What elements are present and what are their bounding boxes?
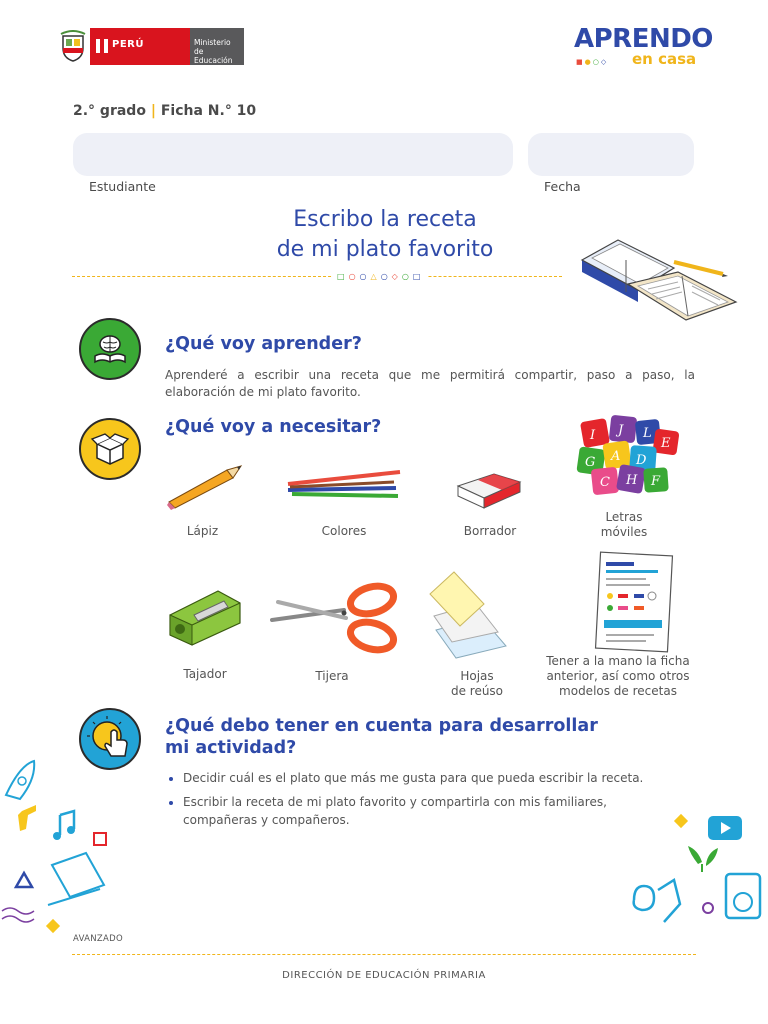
footer-divider	[72, 954, 696, 955]
colored-pencils-icon	[282, 466, 404, 502]
program-subtitle: en casa	[632, 50, 697, 68]
material-label-worksheet: Tener a la mano la ficha anterior, así como otros modelos de recetas	[546, 654, 690, 698]
right-doodles	[604, 810, 764, 940]
consider-heading-line-1: ¿Qué debo tener en cuenta para desarrollar	[165, 716, 598, 736]
grade-separator: |	[150, 103, 156, 119]
wave-icon	[2, 908, 34, 922]
spiral-icon	[634, 886, 654, 910]
monkey-icon	[658, 880, 680, 922]
letter-tiles-icon	[576, 412, 686, 500]
page-title	[200, 205, 570, 265]
title-line-2: de mi plato favorito	[276, 237, 494, 262]
peru-label: PERÚ	[112, 39, 144, 50]
svg-text:J: J	[618, 423, 624, 438]
scissors-icon	[268, 580, 402, 656]
material-label-pencil: Lápiz	[186, 524, 219, 538]
student-field[interactable]	[73, 133, 513, 176]
box-icon	[81, 420, 139, 478]
left-doodles	[0, 755, 120, 935]
sprout-icon	[688, 846, 718, 866]
svg-text:L: L	[643, 426, 652, 441]
svg-text:G: G	[585, 455, 596, 470]
student-label: Estudiante	[89, 179, 156, 194]
worksheet-icon	[592, 550, 674, 654]
flag-icon	[96, 39, 108, 53]
coat-of-arms-icon	[58, 30, 88, 62]
svg-text:E: E	[661, 436, 671, 451]
learn-text: Aprenderé a escribir una receta que me permitirá compartir, paso a paso, la elaboración de mi plato favorito.	[165, 368, 695, 399]
level-label: AVANZADO	[73, 934, 123, 944]
triangle-icon	[16, 873, 32, 887]
square-icon	[94, 833, 106, 845]
rocket-icon	[6, 761, 34, 799]
diamond-icon	[46, 919, 60, 933]
learn-heading: ¿Qué voy aprender?	[165, 334, 362, 354]
program-title: APRENDO	[574, 24, 713, 54]
peru-badge	[90, 28, 190, 65]
material-label-sheets: Hojas de reúso	[450, 669, 504, 698]
svg-text:H: H	[626, 473, 638, 488]
material-label-eraser: Borrador	[463, 524, 517, 538]
diamond-icon	[674, 814, 688, 828]
ministry-badge	[190, 28, 244, 65]
title-divider-shapes: □○○△○◇○□	[333, 272, 428, 281]
material-label-sharpener: Tajador	[183, 667, 227, 681]
sheet-number: Ficha N.° 10	[160, 103, 257, 119]
consider-bullet-2: • Escribir la receta de mi plato favorito y compartirla con mis familiares, compañeras y compañeros.	[183, 793, 645, 829]
open-books-icon	[578, 232, 738, 324]
eraser-icon	[452, 462, 526, 510]
brain-book-icon	[81, 320, 139, 378]
ministry-line-2: de Educación	[194, 47, 233, 65]
consider-bullet-1: • Decidir cuál es el plato que más me gusta para que pueda escribir la receta.	[183, 769, 645, 787]
svg-text:F: F	[651, 474, 661, 489]
consider-bullet-list	[165, 769, 645, 835]
ministry-logo	[58, 28, 244, 66]
svg-text:D: D	[636, 453, 647, 468]
svg-text:C: C	[600, 475, 610, 490]
pencil-icon	[165, 462, 245, 512]
llama-icon	[18, 805, 36, 831]
consider-heading-line-2: mi actividad?	[165, 738, 297, 758]
svg-text:A: A	[611, 449, 621, 464]
material-label-colors: Colores	[321, 524, 367, 538]
consider-heading	[165, 715, 598, 759]
date-label: Fecha	[544, 179, 581, 194]
circle-icon	[703, 903, 713, 913]
footer-text: DIRECCIÓN DE EDUCACIÓN PRIMARIA	[282, 970, 486, 981]
aprendo-en-casa-logo	[574, 26, 714, 70]
need-section-icon	[79, 418, 141, 480]
ministry-line-1: Ministerio	[194, 38, 231, 47]
title-divider	[72, 276, 562, 277]
learn-section-icon	[79, 318, 141, 380]
date-field[interactable]	[528, 133, 694, 176]
need-heading: ¿Qué voy a necesitar?	[165, 417, 382, 437]
material-label-letters: Letras móviles	[600, 510, 648, 539]
grade-line	[73, 103, 256, 119]
title-line-1: Escribo la receta	[293, 207, 477, 232]
paper-sheets-icon	[426, 570, 518, 662]
material-label-scissors: Tijera	[315, 669, 349, 683]
grade-label: 2.° grado	[73, 103, 146, 119]
program-dots: ■●○◇	[576, 58, 609, 66]
svg-text:I: I	[590, 428, 596, 443]
sharpener-icon	[164, 585, 246, 649]
